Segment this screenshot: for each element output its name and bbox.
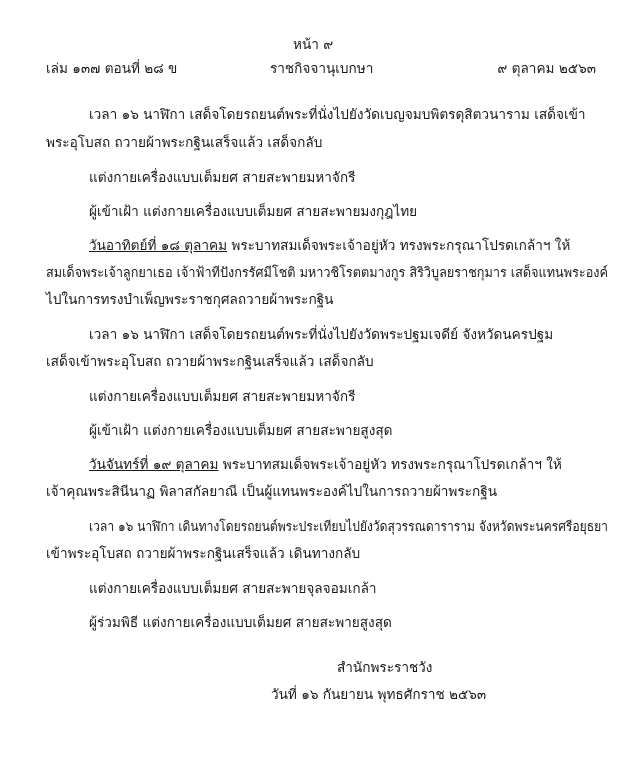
date-heading-18-oct: วันอาทิตย์ที่ ๑๘ ตุลาคม bbox=[89, 238, 228, 254]
paragraph-5-line-1: เวลา ๑๖ นาฬิกา เสด็จโดยรถยนต์พระที่นั่งไปยังวัดพระปฐมเจดีย์ จังหวัดนครปฐม bbox=[89, 327, 554, 343]
paragraph-4-line-1-text: พระบาทสมเด็จพระเจ้าอยู่หัว ทรงพระกรุณาโปรดเกล้าฯ ให้ bbox=[227, 238, 571, 254]
paragraph-3: ผู้เข้าเฝ้า แต่งกายเครื่องแบบเต็มยศ สายสะพายมงกุฎไทย bbox=[89, 204, 418, 220]
paragraph-5-line-2: เสด็จเข้าพระอุโบสถ ถวายผ้าพระกฐินเสร็จแล้ว เสด็จกลับ bbox=[46, 354, 374, 370]
volume-issue: เล่ม ๑๓๗ ตอนที่ ๒๘ ข bbox=[46, 61, 178, 77]
paragraph-2: แต่งกายเครื่องแบบเต็มยศ สายสะพายมหาจักรี bbox=[89, 170, 356, 186]
gazette-title: ราชกิจจานุเบกษา bbox=[270, 61, 374, 77]
date-heading-19-oct: วันจันทร์ที่ ๑๙ ตุลาคม bbox=[89, 457, 219, 473]
paragraph-1-line-1: เวลา ๑๖ นาฬิกา เสด็จโดยรถยนต์พระที่นั่งไปยังวัดเบญจมบพิตรดุสิตวนาราม เสด็จเข้า bbox=[89, 107, 586, 123]
paragraph-8-line-1 bbox=[89, 456, 562, 474]
issuing-office: สำนักพระราชวัง bbox=[337, 660, 433, 676]
paragraph-8-line-1-text: พระบาทสมเด็จพระเจ้าอยู่หัว ทรงพระกรุณาโปรดเกล้าฯ ให้ bbox=[218, 457, 562, 473]
paragraph-1-line-2: พระอุโบสถ ถวายผ้าพระกฐินเสร็จแล้ว เสด็จกลับ bbox=[46, 135, 323, 151]
header-date: ๙ ตุลาคม ๒๕๖๓ bbox=[497, 61, 596, 77]
paragraph-4-line-1 bbox=[89, 237, 570, 255]
paragraph-6: แต่งกายเครื่องแบบเต็มยศ สายสะพายมหาจักรี bbox=[89, 389, 356, 405]
page-number: หน้า ๙ bbox=[293, 37, 334, 53]
paragraph-10: แต่งกายเครื่องแบบเต็มยศ สายสะพายจุลจอมเกล้า bbox=[89, 581, 377, 597]
issue-date: วันที่ ๑๖ กันยายน พุทธศักราช ๒๕๖๓ bbox=[271, 687, 487, 703]
paragraph-9-line-2: เข้าพระอุโบสถ ถวายผ้าพระกฐินเสร็จแล้ว เดินทางกลับ bbox=[46, 546, 361, 562]
paragraph-11: ผู้ร่วมพิธี แต่งกายเครื่องแบบเต็มยศ สายสะพายสูงสุด bbox=[89, 615, 392, 631]
paragraph-7: ผู้เข้าเฝ้า แต่งกายเครื่องแบบเต็มยศ สายสะพายสูงสุด bbox=[89, 423, 393, 439]
paragraph-4-line-2: สมเด็จพระเจ้าลูกยาเธอ เจ้าฟ้าทีปังกรรัศมีโชติ มหาวชิโรตตมางกูร สิริวิบูลยราชกุมาร เสด็จแทนพระองค์ bbox=[46, 265, 608, 281]
paragraph-8-line-2: เจ้าคุณพระสินีนาฏ พิลาสกัลยาณี เป็นผู้แทนพระองค์ไปในการถวายผ้าพระกฐิน bbox=[46, 484, 498, 500]
paragraph-9-line-1: เวลา ๑๖ นาฬิกา เดินทางโดยรถยนต์พระประเทียบไปยังวัดสุวรรณดาราราม จังหวัดพระนครศรีอยุธยา bbox=[89, 519, 608, 535]
paragraph-4-line-3: ไปในการทรงบำเพ็ญพระราชกุศลถวายผ้าพระกฐิน bbox=[46, 292, 334, 308]
